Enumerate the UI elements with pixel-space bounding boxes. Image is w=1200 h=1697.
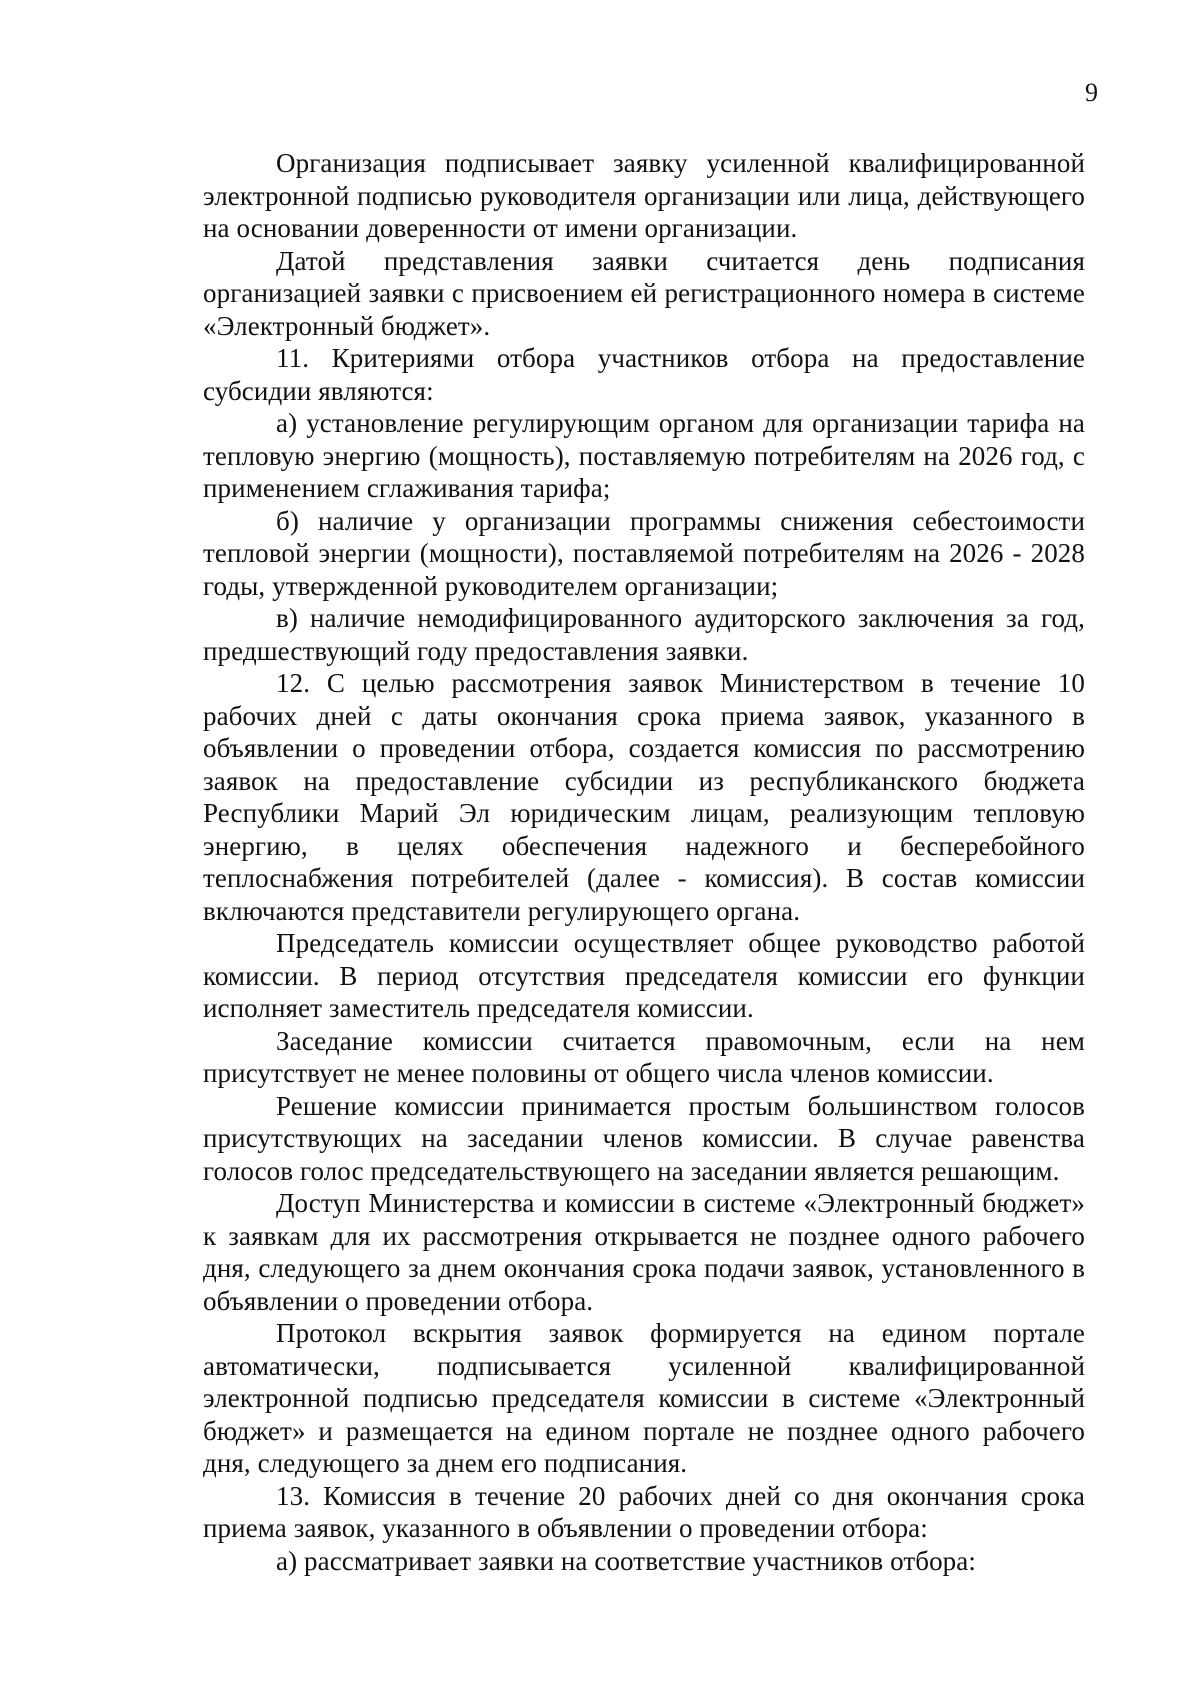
- paragraph-protocol: Протокол вскрытия заявок формируется на едином портале автоматически, подписывается усиленной квалифицированной электронной подписью председателя комиссии в системе «Электронный бюджет» и размещается на едином портале не позднее одного рабочего дня, следующего за днем его подписания.: [203, 1318, 1085, 1478]
- paragraph-decision: Решение комиссии принимается простым большинством голосов присутствующих на заседании членов комиссии. В случае равенства голосов голос председательствующего на заседании является решающим.: [203, 1090, 1085, 1186]
- paragraph-11-criteria: 11. Критериями отбора участников отбора на предоставление субсидии являются:: [203, 343, 1085, 406]
- paragraph-12-commission: 12. С целью рассмотрения заявок Министерством в течение 10 рабочих дней с даты окончания срока приема заявок, указанного в объявлении о проведении отбора, создается комиссия по рассмотрению заявок на предоставление субсидии из республиканского бюджета Республики Марий Эл юридическим лицам, реализующим тепловую энергию, в целях обеспечения надежного и бесперебойного теплоснабжения потребителей (далее - комиссия). В состав комиссии включаются представители регулирующего органа.: [203, 668, 1085, 926]
- page-number: 9: [1085, 78, 1098, 107]
- paragraph-11-c: в) наличие немодифицированного аудиторского заключения за год, предшествующий году предоставления заявки.: [203, 603, 1085, 666]
- paragraph-signature: Организация подписывает заявку усиленной квалифицированной электронной подписью руководителя организации или лица, действующего на основании доверенности от имени организации.: [203, 148, 1085, 243]
- paragraph-13-a: а) рассматривает заявки на соответствие участников отбора:: [276, 1545, 976, 1576]
- paragraph-quorum: Заседание комиссии считается правомочным, если на нем присутствует не менее половины от общего числа членов комиссии.: [203, 1025, 1085, 1088]
- paragraph-13-commission: 13. Комиссия в течение 20 рабочих дней со дня окончания срока приема заявок, указанного в объявлении о проведении отбора:: [203, 1480, 1085, 1543]
- paragraph-access: Доступ Министерства и комиссии в системе «Электронный бюджет» к заявкам для их рассмотрения открывается не позднее одного рабочего дня, следующего за днем окончания срока подачи заявок, установленного в объявлении о проведении отбора.: [203, 1188, 1085, 1316]
- paragraph-11-b: б) наличие у организации программы снижения себестоимости тепловой энергии (мощности), поставляемой потребителям на 2026 - 2028 годы, утвержденной руководителем организации;: [203, 505, 1085, 601]
- document-body: [203, 147, 1085, 1577]
- paragraph-chairman: Председатель комиссии осуществляет общее руководство работой комиссии. В период отсутствия председателя комиссии его функции исполняет заместитель председателя комиссии.: [203, 928, 1085, 1023]
- paragraph-11-a: а) установление регулирующим органом для организации тарифа на тепловую энергию (мощность), поставляемую потребителям на 2026 год, с применением сглаживания тарифа;: [203, 408, 1085, 503]
- paragraph-submission-date: Датой представления заявки считается день подписания организацией заявки с присвоением ей регистрационного номера в системе «Электронный бюджет».: [203, 245, 1085, 341]
